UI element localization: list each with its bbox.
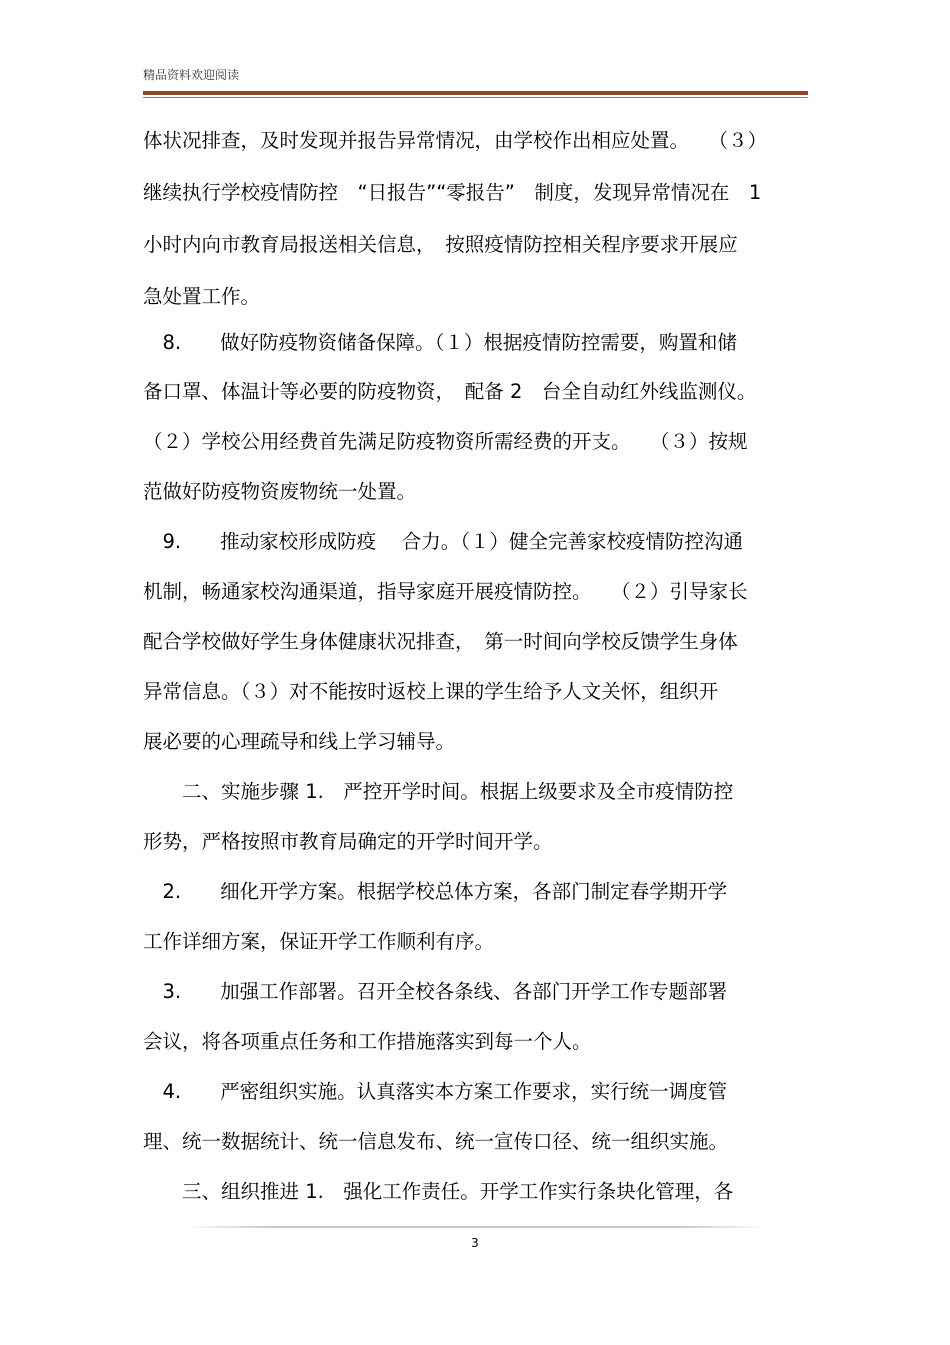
body-line-9: 9. 推动家校形成防疫 合力。（１）健全完善家校疫情防控沟通 [143,530,744,553]
body-line-4: 急处置工作。 [143,285,261,308]
header-rule-thick [143,91,808,95]
body-line-7: （２）学校公用经费首先满足防疫物资所需经费的开支。 （３）按规 [143,430,748,453]
body-line-10: 机制，畅通家校沟通渠道，指导家庭开展疫情防控。 （２）引导家长 [143,580,748,603]
body-line-19: 会议，将各项重点任务和工作措施落实到每一个人。 [143,1030,592,1053]
body-line-2: 继续执行学校疫情防控 “日报告”“零报告” 制度，发现异常情况在 1 [143,181,762,204]
body-line-1: 体状况排查，及时发现并报告异常情况，由学校作出相应处置。 （３） [143,129,768,152]
body-line-15: 形势，严格按照市教育局确定的开学时间开学。 [143,830,553,853]
body-line-18: 3. 加强工作部署。召开全校各条线、各部门开学工作专题部署 [143,980,728,1003]
body-line-6: 备口罩、体温计等必要的防疫物资， 配备 2 台全自动红外线监测仪。 [143,380,757,403]
body-line-12: 异常信息。（３）对不能按时返校上课的学生给予人文关怀，组织开 [143,680,719,703]
body-line-21: 理、统一数据统计、统一信息发布、统一宣传口径、统一组织实施。 [143,1130,729,1153]
page-number: 3 [471,1236,479,1250]
header-rule-thin [143,97,808,98]
page-header-text: 精品资料欢迎阅读 [143,68,240,82]
body-line-16: 2. 细化开学方案。根据学校总体方案，各部门制定春学期开学 [143,880,728,903]
body-line-22: 三、组织推进 1. 强化工作责任。开学工作实行条块化管理，各 [143,1180,734,1203]
body-line-17: 工作详细方案，保证开学工作顺利有序。 [143,930,495,953]
footer-rule [185,1226,767,1228]
body-line-13: 展必要的心理疏导和线上学习辅导。 [143,730,456,753]
body-line-14: 二、实施步骤 1. 严控开学时间。根据上级要求及全市疫情防控 [143,780,734,803]
body-line-20: 4. 严密组织实施。认真落实本方案工作要求，实行统一调度管 [143,1080,728,1103]
body-line-8: 范做好防疫物资废物统一处置。 [143,480,417,503]
body-line-11: 配合学校做好学生身体健康状况排查， 第一时间向学校反馈学生身体 [143,630,738,653]
body-line-3: 小时内向市教育局报送相关信息， 按照疫情防控相关程序要求开展应 [143,233,738,256]
body-line-5: 8. 做好防疫物资储备保障。（１）根据疫情防控需要，购置和储 [143,331,737,354]
